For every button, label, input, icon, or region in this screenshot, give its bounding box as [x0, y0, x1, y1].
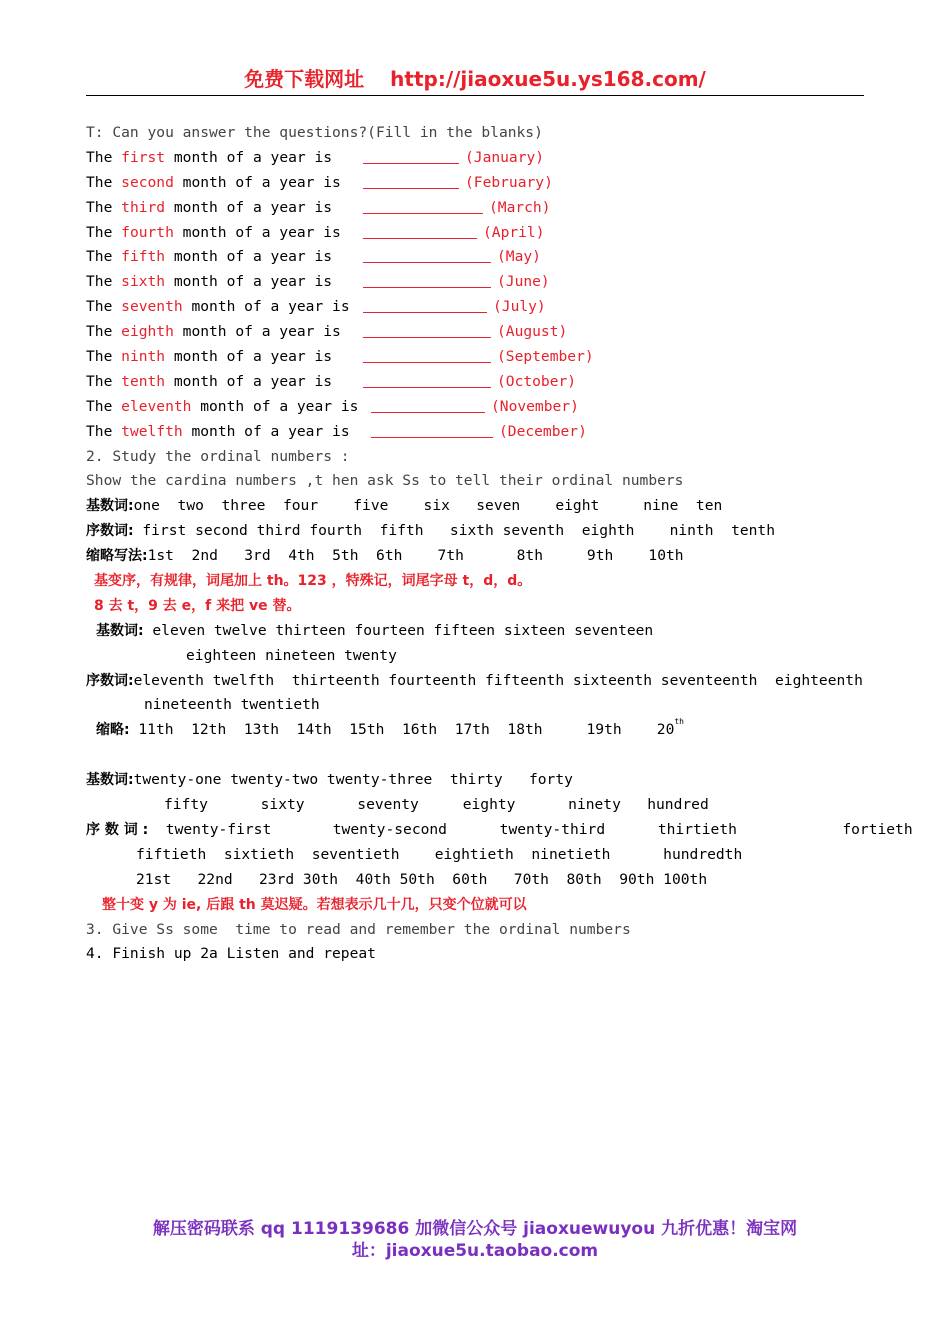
cardinal-row-1 [86, 494, 876, 519]
question-suffix: month of a year is [165, 372, 333, 390]
cardinal-label: 基数词: [86, 498, 134, 515]
month-answer: (November) [491, 397, 579, 415]
cardinal-label: 基数词: [86, 772, 134, 789]
question-prefix: The [86, 248, 122, 266]
month-answer: (July) [493, 298, 546, 316]
blank-underline [371, 395, 485, 413]
rule-text: 8 去 t，9 去 e，f 来把 ve 替。 [94, 597, 301, 614]
blank-line [86, 743, 876, 768]
month-question-row [86, 420, 876, 445]
question-prefix: The [86, 348, 122, 366]
question-prefix: The [86, 173, 122, 191]
cardinal-values: twenty-one twenty-two twenty-three thirty forty [133, 771, 573, 789]
month-question-row [86, 320, 876, 345]
header-url-link[interactable]: http://jiaoxue5u.ys168.com/ [390, 67, 706, 91]
page-header [86, 64, 864, 96]
ordinal-word: second [121, 173, 174, 191]
abbr-values: 1st 2nd 3rd 4th 5th 6th 7th 8th 9th 10th [147, 547, 684, 565]
month-question-row [86, 146, 876, 171]
rule-line-3 [86, 893, 876, 918]
month-answer: (May) [497, 248, 541, 266]
month-answer: (August) [497, 323, 568, 341]
ordinal-word: eleventh [121, 397, 192, 415]
month-answer: (March) [489, 198, 551, 216]
ordinal-label: 序数词: [86, 523, 134, 540]
ordinal-word: fourth [121, 223, 174, 241]
ordinal-row-2-cont: nineteenth twentieth [144, 696, 320, 714]
question-suffix: month of a year is [182, 422, 350, 440]
cardinal-row-3-cont: fifty sixty seventy eighty ninety hundred [164, 796, 709, 814]
question-prefix: The [86, 198, 122, 216]
cardinal-label: 基数词: [96, 622, 144, 639]
question-prefix: The [86, 273, 122, 291]
show-instruction: Show the cardina numbers ,t hen ask Ss to tell their ordinal numbers [86, 472, 684, 490]
question-prefix: The [86, 422, 122, 440]
ordinal-row-1 [86, 519, 876, 544]
rule-text: 整十变 y 为 ie, 后跟 th 莫迟疑。若想表示几十几，只变个位就可以 [102, 896, 527, 913]
document-body [86, 121, 913, 967]
blank-underline [363, 171, 459, 189]
ordinal-values: eleventh twelfth thirteenth fourteenth fifteenth sixteenth seventeenth eighteenth [133, 671, 863, 689]
ordinal-word: sixth [121, 273, 166, 291]
question-prefix: The [86, 372, 122, 390]
blank-underline [371, 420, 493, 438]
rule-line-1 [86, 569, 876, 594]
answer-blank [363, 221, 545, 246]
month-questions [86, 146, 876, 445]
question-suffix: month of a year is [191, 397, 359, 415]
ordinal-word: twelfth [121, 422, 183, 440]
cardinal-row-2-cont: eighteen nineteen twenty [186, 646, 397, 664]
blank-underline [363, 270, 491, 288]
question-prefix: The [86, 323, 122, 341]
step-3-text: 3. Give Ss some time to read and remember the ordinal numbers [86, 920, 631, 938]
month-answer: (October) [497, 372, 577, 390]
question-suffix: month of a year is [165, 273, 333, 291]
ordinal-row-3 [86, 818, 913, 843]
abbr-label: 缩略: [96, 722, 130, 739]
blank-underline [363, 245, 491, 263]
month-answer: (September) [497, 348, 594, 366]
blank-underline [363, 295, 487, 313]
question-prefix: The [86, 298, 122, 316]
question-suffix: month of a year is [165, 248, 333, 266]
question-suffix: month of a year is [165, 148, 333, 166]
answer-blank [371, 420, 587, 445]
month-answer: (December) [499, 422, 587, 440]
answer-blank [363, 171, 553, 196]
header-label: 免费下载网址 [244, 67, 365, 91]
question-suffix: month of a year is [173, 223, 341, 241]
month-question-row [86, 171, 876, 196]
month-question-row [86, 295, 876, 320]
footer-line-1: 解压密码联系 qq 1119139686 加微信公众号 jiaoxuewuyou 九折优惠！淘宝网 [152, 1219, 798, 1239]
blank-underline [363, 345, 491, 363]
abbr-values: 11th 12th 13th 14th 15th 16th 17th 18th 19th 20 [129, 721, 675, 739]
answer-blank [363, 320, 567, 345]
answer-blank [363, 196, 551, 221]
month-question-row [86, 245, 876, 270]
superscript-th: th [674, 717, 684, 727]
month-answer: (January) [465, 148, 545, 166]
question-prefix: The [86, 397, 122, 415]
question-suffix: month of a year is [173, 173, 341, 191]
month-question-row [86, 221, 876, 246]
month-question-row [86, 370, 876, 395]
blank-underline [363, 196, 483, 214]
ordinal-label: 序 数 词 : [86, 821, 149, 838]
month-question-row [86, 196, 876, 221]
blank-underline [363, 370, 491, 388]
month-question-row [86, 270, 876, 295]
ordinal-word: ninth [121, 348, 166, 366]
ordinal-word: third [121, 198, 166, 216]
blank-underline [363, 146, 459, 164]
answer-blank [363, 245, 541, 270]
month-answer: (April) [483, 223, 545, 241]
question-suffix: month of a year is [182, 298, 350, 316]
ordinal-values: first second third fourth fifth sixth seventh eighth ninth tenth [133, 522, 776, 540]
page-footer [86, 1218, 864, 1262]
question-suffix: month of a year is [165, 198, 333, 216]
cardinal-row-2 [86, 619, 876, 644]
step-2-heading: 2. Study the ordinal numbers : [86, 447, 350, 465]
ordinal-word: first [121, 148, 166, 166]
ordinal-word: seventh [121, 298, 183, 316]
footer-line-2: 址：jiaoxue5u.taobao.com [351, 1241, 599, 1261]
month-answer: (February) [465, 173, 553, 191]
ordinal-row-2 [86, 669, 876, 694]
blank-underline [363, 221, 477, 239]
answer-blank [363, 146, 544, 171]
month-question-row [86, 345, 876, 370]
rule-text: 基变序，有规律，词尾加上 th。123 ，特殊记，词尾字母 t，d，d。 [94, 573, 532, 590]
ordinal-word: fifth [121, 248, 166, 266]
ordinal-word: tenth [121, 372, 166, 390]
ordinal-values: twenty-first twenty-second twenty-third thirtieth fortieth [148, 820, 913, 838]
step-4-text: 4. Finish up 2a Listen and repeat [86, 945, 376, 963]
question-prefix: The [86, 223, 122, 241]
question-prefix: The [86, 148, 122, 166]
cardinal-values: eleven twelve thirteen fourteen fifteen sixteen seventeen [143, 621, 654, 639]
answer-blank [363, 270, 550, 295]
abbr-row-2 [86, 718, 876, 743]
rule-line-2 [86, 594, 876, 619]
ordinal-abbr-row-3: 21st 22nd 23rd 30th 40th 50th 60th 70th 80th 90th 100th [136, 870, 708, 888]
intro-text: T: Can you answer the questions?(Fill in the blanks) [86, 124, 543, 141]
ordinal-label: 序数词: [86, 672, 134, 689]
abbr-row-1 [86, 544, 876, 569]
cardinal-row-3 [86, 768, 876, 793]
question-suffix: month of a year is [165, 348, 333, 366]
month-answer: (June) [497, 273, 550, 291]
answer-blank [363, 345, 594, 370]
abbr-label: 缩略写法: [86, 548, 148, 565]
ordinal-row-3-cont: fiftieth sixtieth seventieth eightieth ninetieth hundredth [136, 845, 743, 863]
answer-blank [363, 295, 546, 320]
blank-underline [363, 320, 491, 338]
question-suffix: month of a year is [173, 323, 341, 341]
answer-blank [363, 370, 576, 395]
cardinal-values: one two three four five six seven eight nine ten [133, 497, 723, 515]
ordinal-word: eighth [121, 323, 174, 341]
answer-blank [371, 395, 579, 420]
month-question-row [86, 395, 876, 420]
